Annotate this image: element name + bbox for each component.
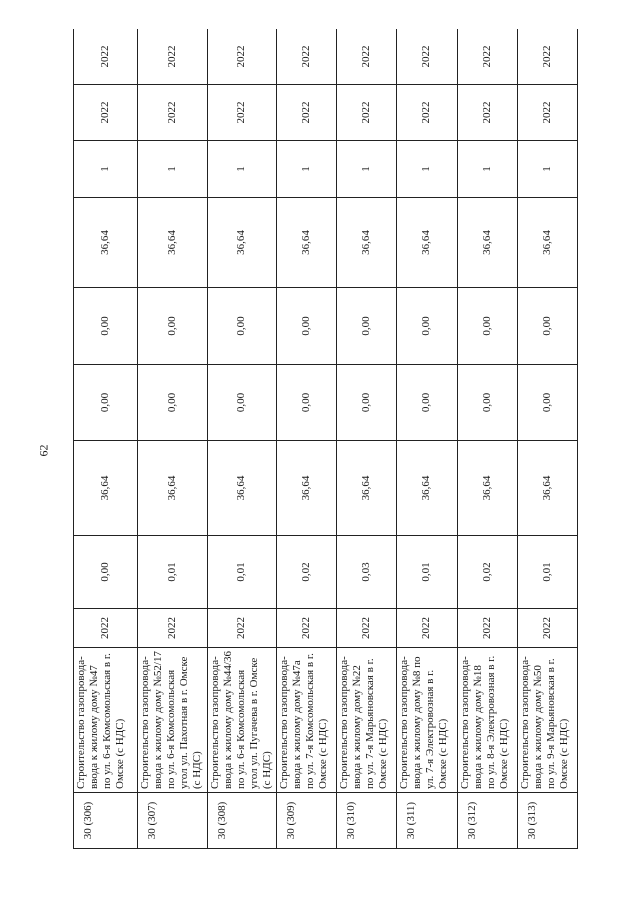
year-cell: 2022 <box>277 85 337 141</box>
table-rotation-frame <box>73 29 578 849</box>
count-cell: 1 <box>207 141 276 198</box>
year-cell: 2022 <box>397 85 457 141</box>
table-row <box>277 29 337 849</box>
start-year-cell: 2022 <box>277 609 337 648</box>
start-year-cell: 2022 <box>397 609 457 648</box>
row-number-cell: 30 (306) <box>74 793 138 849</box>
count-cell: 1 <box>277 141 337 198</box>
value-cell: 36,64 <box>207 198 276 288</box>
row-number-cell: 30 (312) <box>457 793 517 849</box>
description-cell: Строительство газопровода-ввода к жилому дому №52/17 по ул. 6-я Комсомольская угол ул. Пахотная в г. Омске (с НДС) <box>138 648 207 793</box>
description-cell: Строительство газопровода-ввода к жилому дому №50 по ул. 9-я Марьяновская в г. Омске (с НДС) <box>517 648 577 793</box>
value-cell: 0,00 <box>337 365 397 441</box>
value-cell: 36,64 <box>277 441 337 536</box>
year-cell: 2022 <box>207 29 276 85</box>
year-cell: 2022 <box>457 85 517 141</box>
value-cell: 0,03 <box>337 536 397 609</box>
value-cell: 0,00 <box>337 288 397 365</box>
year-cell: 2022 <box>138 85 207 141</box>
row-number-cell: 30 (311) <box>397 793 457 849</box>
table-row <box>457 29 517 849</box>
value-cell: 0,01 <box>397 536 457 609</box>
value-cell: 0,00 <box>138 365 207 441</box>
year-cell: 2022 <box>337 29 397 85</box>
start-year-cell: 2022 <box>74 609 138 648</box>
value-cell: 36,64 <box>74 198 138 288</box>
value-cell: 36,64 <box>457 441 517 536</box>
value-cell: 0,02 <box>457 536 517 609</box>
start-year-cell: 2022 <box>457 609 517 648</box>
year-cell: 2022 <box>457 29 517 85</box>
value-cell: 0,00 <box>207 288 276 365</box>
row-number-cell: 30 (313) <box>517 793 577 849</box>
count-cell: 1 <box>138 141 207 198</box>
value-cell: 36,64 <box>207 441 276 536</box>
value-cell: 0,01 <box>207 536 276 609</box>
start-year-cell: 2022 <box>207 609 276 648</box>
value-cell: 0,00 <box>74 536 138 609</box>
description-cell: Строительство газопровода-ввода к жилому дому №18 по ул. 8-я Электровозная в г. Омске (с НДС) <box>457 648 517 793</box>
count-cell: 1 <box>457 141 517 198</box>
year-cell: 2022 <box>517 85 577 141</box>
count-cell: 1 <box>517 141 577 198</box>
table-row <box>337 29 397 849</box>
year-cell: 2022 <box>517 29 577 85</box>
value-cell: 36,64 <box>138 441 207 536</box>
value-cell: 0,01 <box>517 536 577 609</box>
table-body <box>74 29 578 849</box>
row-number-cell: 30 (310) <box>337 793 397 849</box>
value-cell: 36,64 <box>457 198 517 288</box>
year-cell: 2022 <box>138 29 207 85</box>
value-cell: 36,64 <box>517 198 577 288</box>
value-cell: 0,00 <box>138 288 207 365</box>
year-cell: 2022 <box>277 29 337 85</box>
year-cell: 2022 <box>74 29 138 85</box>
start-year-cell: 2022 <box>138 609 207 648</box>
description-cell: Строительство газопровода-ввода к жилому дому №47а по ул. 7-я Комсомольская в г. Омске (с НДС) <box>277 648 337 793</box>
value-cell: 0,00 <box>74 288 138 365</box>
row-number-cell: 30 (309) <box>277 793 337 849</box>
value-cell: 36,64 <box>397 441 457 536</box>
description-cell: Строительство газопровода-ввода к жилому дому №22 по ул. 7-я Марьяновская в г. Омске (с НДС) <box>337 648 397 793</box>
count-cell: 1 <box>74 141 138 198</box>
count-cell: 1 <box>337 141 397 198</box>
value-cell: 0,00 <box>207 365 276 441</box>
description-cell: Строительство газопровода-ввода к жилому дому №44/36 по ул. 6-я Комсомольская угол ул. Пугачева в г. Омске (с НДС) <box>207 648 276 793</box>
row-number-cell: 30 (307) <box>138 793 207 849</box>
table-row <box>74 29 138 849</box>
year-cell: 2022 <box>397 29 457 85</box>
value-cell: 36,64 <box>397 198 457 288</box>
value-cell: 36,64 <box>138 198 207 288</box>
value-cell: 0,00 <box>277 365 337 441</box>
value-cell: 0,01 <box>138 536 207 609</box>
value-cell: 0,00 <box>457 288 517 365</box>
description-cell: Строительство газопровода-ввода к жилому дому №8 по ул. 7-я Электровозная в г. Омске (с НДС) <box>397 648 457 793</box>
value-cell: 36,64 <box>277 198 337 288</box>
value-cell: 0,00 <box>397 365 457 441</box>
value-cell: 0,00 <box>74 365 138 441</box>
row-number-cell: 30 (308) <box>207 793 276 849</box>
year-cell: 2022 <box>337 85 397 141</box>
value-cell: 36,64 <box>74 441 138 536</box>
year-cell: 2022 <box>207 85 276 141</box>
value-cell: 36,64 <box>337 198 397 288</box>
page-number: 62 <box>36 444 51 457</box>
description-cell: Строительство газопровода-ввода к жилому дому №47 по ул. 6-я Комсомольская в г. Омске (с НДС) <box>74 648 138 793</box>
value-cell: 36,64 <box>517 441 577 536</box>
investment-table <box>73 29 578 849</box>
table-row <box>517 29 577 849</box>
table-row <box>207 29 276 849</box>
start-year-cell: 2022 <box>337 609 397 648</box>
count-cell: 1 <box>397 141 457 198</box>
value-cell: 0,00 <box>517 365 577 441</box>
value-cell: 0,00 <box>457 365 517 441</box>
table-row <box>397 29 457 849</box>
value-cell: 0,00 <box>517 288 577 365</box>
value-cell: 0,02 <box>277 536 337 609</box>
value-cell: 0,00 <box>397 288 457 365</box>
start-year-cell: 2022 <box>517 609 577 648</box>
value-cell: 36,64 <box>337 441 397 536</box>
year-cell: 2022 <box>74 85 138 141</box>
value-cell: 0,00 <box>277 288 337 365</box>
table-row <box>138 29 207 849</box>
